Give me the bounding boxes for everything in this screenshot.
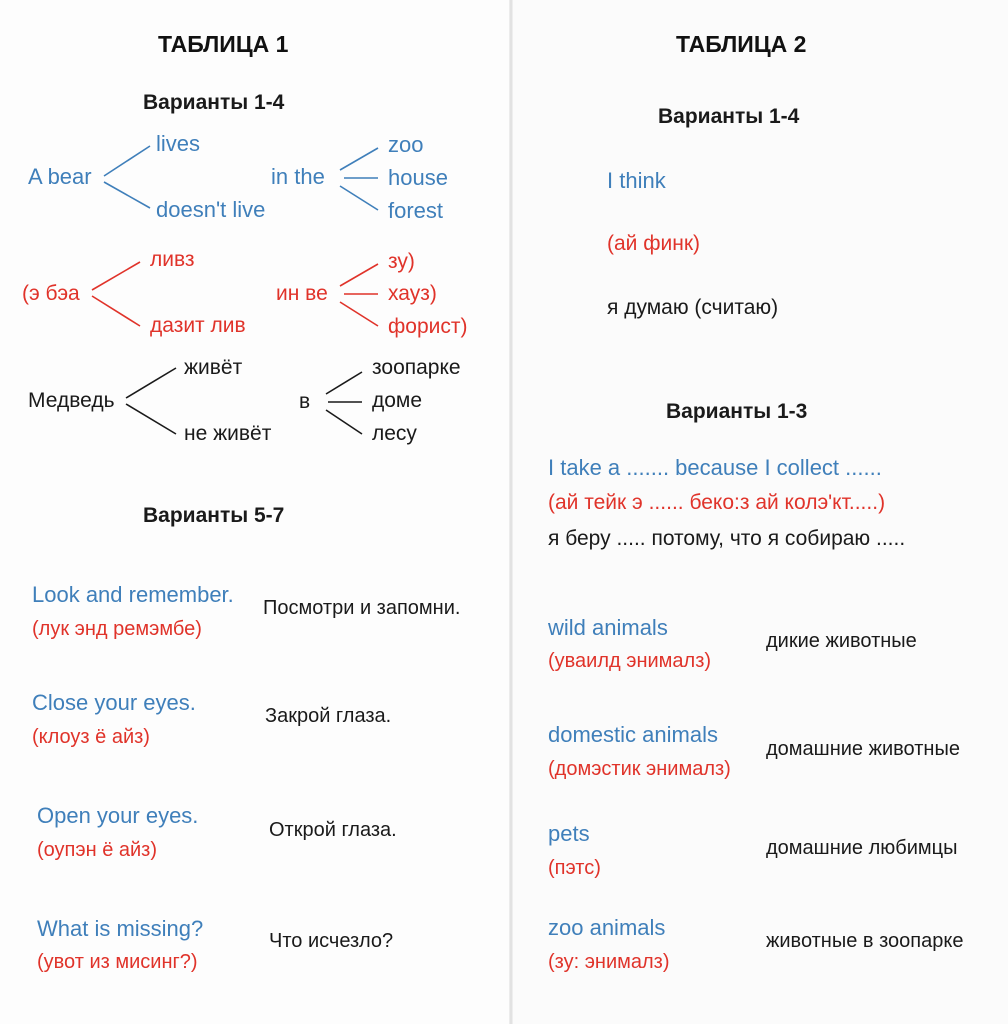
en-place-bottom: forest <box>388 198 444 223</box>
phrase-2-en: Close your eyes. <box>32 690 196 715</box>
en-verb-bottom: doesn't live <box>156 197 266 222</box>
think-en: I think <box>607 168 666 193</box>
en-subject: A bear <box>28 164 92 189</box>
take-en: I take a ....... because I collect ...... <box>548 455 882 480</box>
table1-variants-1-4-heading: Варианты 1-4 <box>143 91 285 114</box>
take-ru: я беру ..... потому, что я собираю ..... <box>548 527 906 550</box>
phrase-3-ru: Открой глаза. <box>269 819 397 841</box>
table2-variants-1-4-heading: Варианты 1-4 <box>658 105 800 128</box>
en-place-top: zoo <box>388 132 424 157</box>
ru-subject: Медведь <box>28 389 115 412</box>
book-spine <box>509 0 513 1024</box>
phrase-4-ru: Что исчезло? <box>269 930 394 952</box>
phrase-1-en: Look and remember. <box>32 582 234 607</box>
word-2-ru: домашние животные <box>766 738 960 760</box>
ru-prep: в <box>299 390 311 413</box>
phrase-3-tr: (оупэн ё айз) <box>37 839 157 861</box>
ru-verb-bottom: не живёт <box>184 422 272 445</box>
think-ru: я думаю (считаю) <box>607 296 779 319</box>
word-4-en: zoo animals <box>548 915 666 940</box>
table1-variants-5-7-heading: Варианты 5-7 <box>143 504 285 527</box>
ru-verb-top: живёт <box>184 356 243 379</box>
tr-place-top: зу) <box>388 250 415 273</box>
phrase-1-tr: (лук энд ремэмбе) <box>32 618 202 640</box>
phrase-2-tr: (клоуз ё айз) <box>32 726 150 748</box>
think-tr: (ай финк) <box>607 232 701 255</box>
ru-place-mid: доме <box>372 389 423 412</box>
tr-prep: ин ве <box>276 282 328 305</box>
tr-verb-bottom: дазит лив <box>150 314 246 337</box>
phrase-1-ru: Посмотри и запомни. <box>263 597 461 619</box>
table1-title: ТАБЛИЦА 1 <box>158 31 289 57</box>
take-tr: (ай тейк э ...... беко:з ай колэ'кт.....) <box>548 491 886 514</box>
word-3-ru: домашние любимцы <box>766 837 958 859</box>
word-4-tr: (зу: энималз) <box>548 951 670 973</box>
word-4-ru: животные в зоопарке <box>766 930 964 952</box>
ru-place-bottom: лесу <box>372 422 417 445</box>
table2-title: ТАБЛИЦА 2 <box>676 31 807 57</box>
word-3-en: pets <box>548 821 590 846</box>
ru-place-top: зоопарке <box>372 356 461 379</box>
en-place-mid: house <box>388 165 448 190</box>
word-3-tr: (пэтс) <box>548 857 601 879</box>
word-2-en: domestic animals <box>548 722 718 747</box>
tr-subject: (э бэа <box>22 282 80 305</box>
word-1-tr: (уваилд энималз) <box>548 650 712 672</box>
table2-variants-1-3-heading: Варианты 1-3 <box>666 400 808 423</box>
phrase-4-en: What is missing? <box>37 916 204 941</box>
phrase-2-ru: Закрой глаза. <box>265 705 392 727</box>
en-verb-top: lives <box>156 131 201 156</box>
tr-verb-top: ливз <box>150 248 195 271</box>
phrase-3-en: Open your eyes. <box>37 803 199 828</box>
en-prep: in the <box>271 164 325 189</box>
word-1-ru: дикие животные <box>766 630 917 652</box>
word-1-en: wild animals <box>548 615 668 640</box>
tr-place-mid: хауз) <box>388 282 437 305</box>
word-2-tr: (домэстик энималз) <box>548 758 731 780</box>
tr-place-bottom: форист) <box>388 315 468 338</box>
phrase-4-tr: (увот из мисинг?) <box>37 951 198 973</box>
